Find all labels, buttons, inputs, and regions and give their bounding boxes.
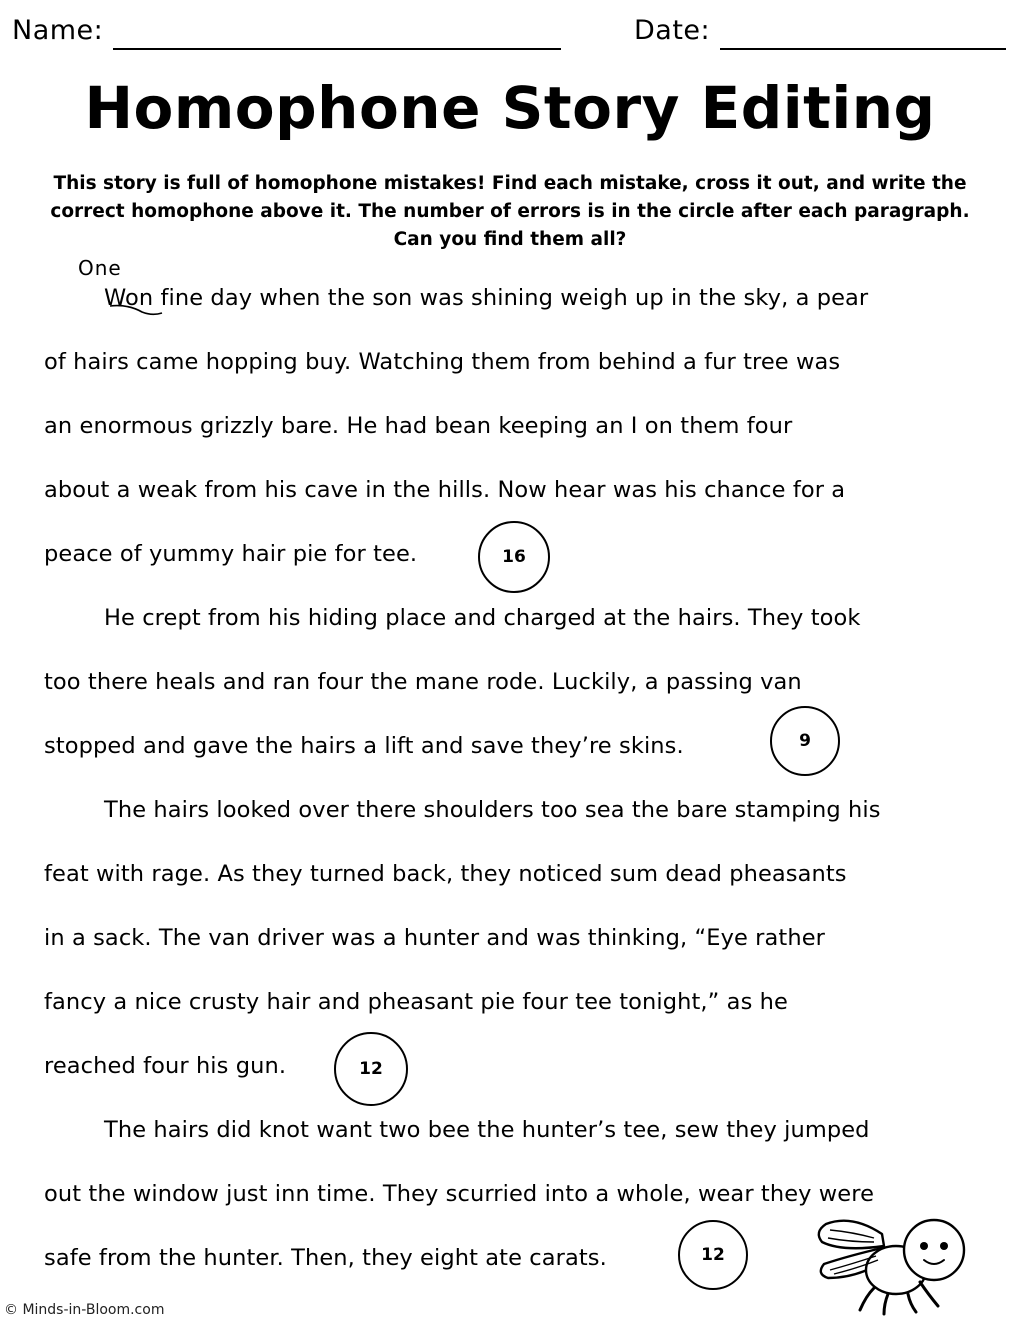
story-line: peace of yummy hair pie for tee. [44, 541, 418, 567]
error-count-badge: 12 [334, 1032, 408, 1106]
page-title: Homophone Story Editing [84, 74, 936, 142]
date-field[interactable] [634, 6, 1006, 50]
story-line: reached four his gun. [44, 1053, 287, 1079]
story-line: out the window just inn time. They scurried into a whole, wear they were [44, 1181, 875, 1207]
story-line: fancy a nice crusty hair and pheasant pie four tee tonight,” as he [44, 989, 788, 1015]
story-line: The hairs looked over there shoulders too sea the bare stamping his [104, 797, 881, 823]
name-label: Name: [12, 15, 104, 46]
copyright-footer: © Minds-in-Bloom.com [4, 1302, 165, 1318]
story-line: of hairs came hopping buy. Watching them from behind a fur tree was [44, 349, 841, 375]
fly-illustration-icon [812, 1212, 974, 1316]
story-line: about a weak from his cave in the hills. Now hear was his chance for a [44, 477, 846, 503]
story-line: feat with rage. As they turned back, they noticed sum dead pheasants [44, 861, 847, 887]
error-count-badge: 12 [678, 1220, 748, 1290]
date-label: Date: [634, 15, 711, 46]
handwritten-correction: One [78, 256, 122, 280]
name-line[interactable] [113, 18, 561, 50]
story-line: an enormous grizzly bare. He had bean keeping an I on them four [44, 413, 793, 439]
story-line: too there heals and ran four the mane rode. Luckily, a passing van [44, 669, 802, 695]
story-line: The hairs did knot want two bee the hunter’s tee, sew they jumped [104, 1117, 870, 1143]
header [12, 6, 1012, 50]
story-line: stopped and gave the hairs a lift and save they’re skins. [44, 733, 684, 759]
story-line: safe from the hunter. Then, they eight ate carats. [44, 1245, 607, 1271]
story-line: in a sack. The van driver was a hunter and was thinking, “Eye rather [44, 925, 825, 951]
error-count-badge: 9 [770, 706, 840, 776]
date-line[interactable] [720, 18, 1006, 50]
instructions: This story is full of homophone mistakes! Find each mistake, cross it out, and write the correct homophone above it. The number of errors is in the circle after each paragraph. Can you find them all? [50, 173, 970, 250]
story-line: He crept from his hiding place and charged at the hairs. They took [104, 605, 861, 631]
story-line: Won fine day when the son was shining weigh up in the sky, a pear [104, 285, 869, 311]
error-count-badge: 16 [478, 521, 550, 593]
name-field[interactable] [12, 6, 561, 50]
